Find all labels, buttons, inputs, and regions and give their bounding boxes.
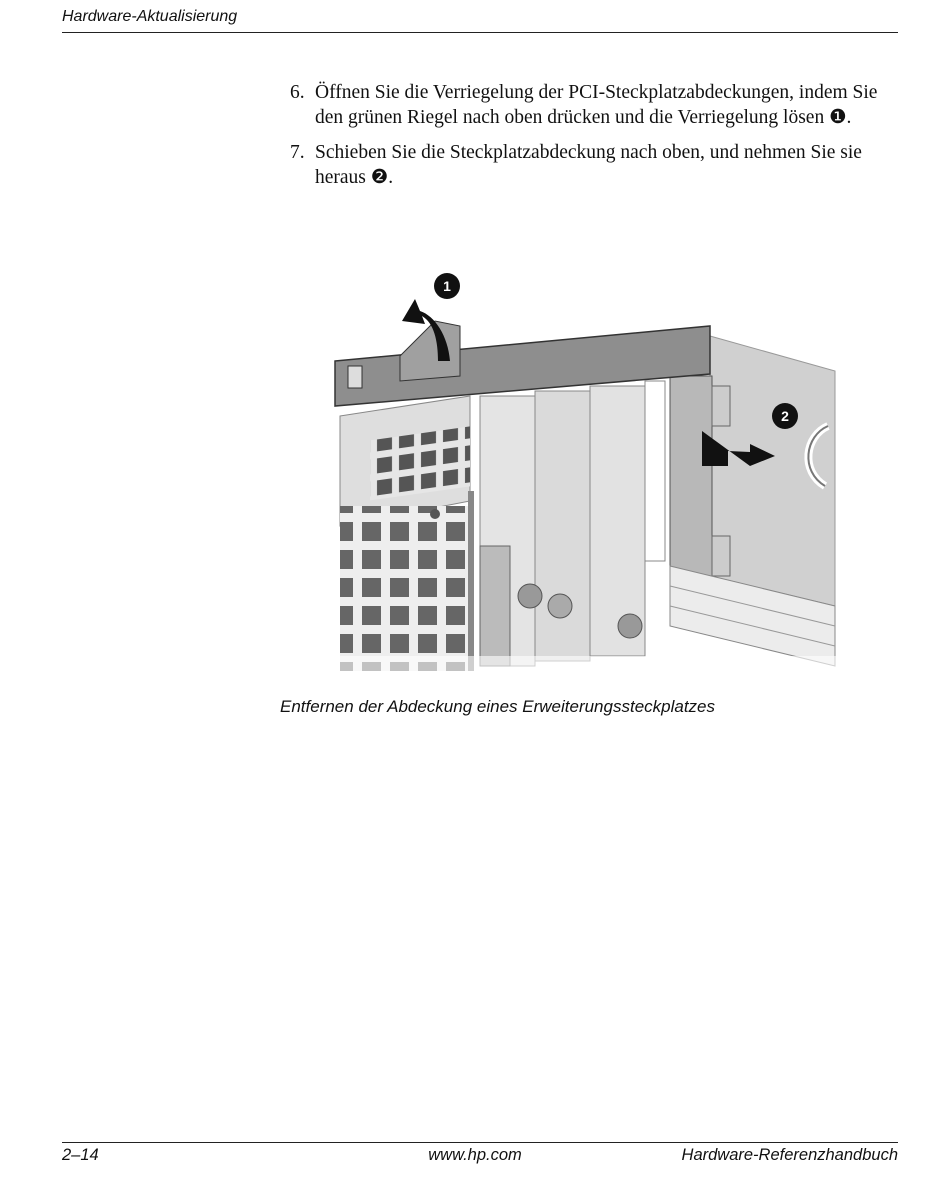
vent-grid-front <box>340 506 470 671</box>
figure-caption: Entfernen der Abdeckung eines Erweiterungssteckplatzes <box>280 697 716 716</box>
callout-2-label: 2 <box>781 408 789 424</box>
slot-cover-tab <box>712 536 730 576</box>
capacitor <box>618 614 642 638</box>
book-title: Hardware-Referenzhandbuch <box>681 1146 898 1164</box>
step-text: Öffnen Sie die Verriegelung der PCI-Steckplatzabdeckungen, indem Sie den grünen Riegel nach oben drücken und die Verriegelung lösen ❶. <box>315 82 878 128</box>
capacitor <box>548 594 572 618</box>
slot-cover <box>670 376 712 576</box>
footer-rule <box>62 1142 898 1143</box>
step-number: 6. <box>290 82 305 103</box>
step-list <box>290 80 890 200</box>
header-rule <box>62 32 898 33</box>
slot-cover-illustration <box>330 266 850 676</box>
step-item <box>290 140 890 190</box>
heatsink <box>480 546 510 666</box>
slot-opening <box>645 381 665 561</box>
slot-cover-tab <box>712 386 730 426</box>
page-number: 2–14 <box>62 1146 99 1164</box>
illustration-svg <box>330 266 850 676</box>
step-text: Schieben Sie die Steckplatzabdeckung nach oben, und nehmen Sie sie heraus ❷. <box>315 142 862 188</box>
screw-icon <box>430 509 440 519</box>
psu-edge <box>468 491 474 671</box>
step-number: 7. <box>290 142 305 163</box>
latch-lever <box>400 321 460 381</box>
footer-url: www.hp.com <box>428 1146 522 1164</box>
step-item <box>290 80 890 130</box>
bracket-hole <box>348 366 362 388</box>
vignette-bottom <box>330 656 850 676</box>
running-header: Hardware-Aktualisierung <box>62 8 238 25</box>
expansion-card <box>535 391 590 661</box>
capacitor <box>518 584 542 608</box>
callout-1-label: 1 <box>443 278 451 294</box>
